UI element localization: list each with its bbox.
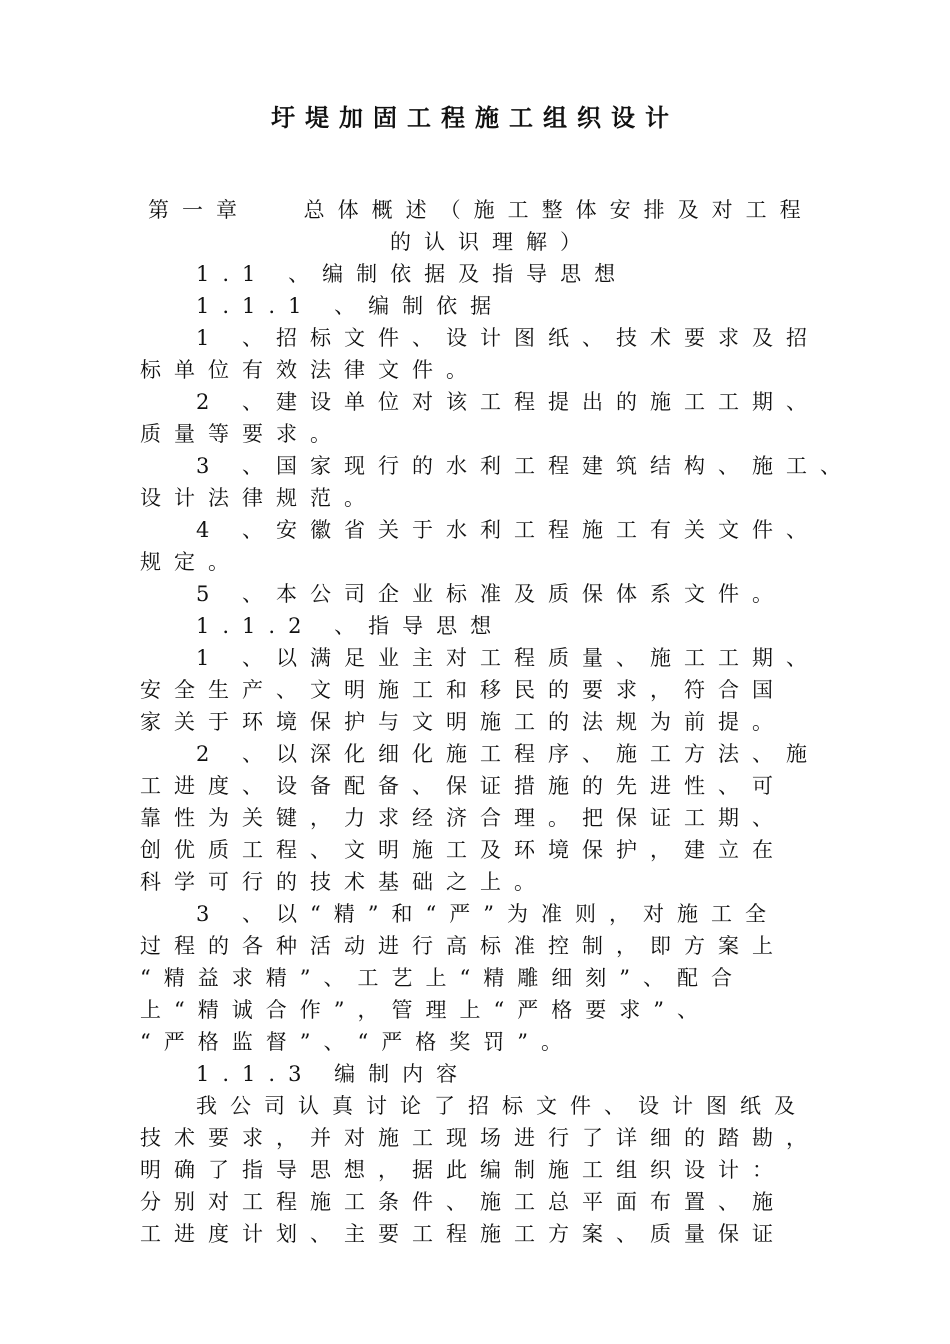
- paragraph-line: 创优质工程、文明施工及环境保护，建立在: [140, 838, 786, 862]
- paragraph-line: 我公司认真讨论了招标文件、设计图纸及: [196, 1094, 808, 1118]
- subsection-heading: 1.1.3 编制内容: [196, 1062, 471, 1086]
- paragraph-line: 靠性为关键，力求经济合理。把保证工期、: [140, 806, 786, 830]
- paragraph-line: 科学可行的技术基础之上。: [140, 870, 548, 894]
- paragraph-line: 1 、以满足业主对工程质量、施工工期、: [196, 646, 821, 670]
- paragraph-line: 2 、建设单位对该工程提出的施工工期、: [196, 390, 821, 414]
- paragraph-line: 工进度计划、主要工程施工方案、质量保证: [140, 1222, 786, 1246]
- section-heading: 1.1 、编制依据及指导思想: [196, 262, 629, 286]
- subsection-heading: 1.1.2 、指导思想: [196, 614, 505, 638]
- paragraph-line: “严格监督”、“严格奖罚”。: [140, 1030, 575, 1054]
- paragraph-line: 1 、招标文件、设计图纸、技术要求及招: [196, 326, 821, 350]
- paragraph-line: 5 、本公司企业标准及质保体系文件。: [196, 582, 787, 606]
- paragraph-line: 上“精诚合作”，管理上“严格要求”、: [140, 998, 711, 1022]
- paragraph-line: 标单位有效法律文件。: [140, 358, 480, 382]
- paragraph-line: 技术要求，并对施工现场进行了详细的踏勘，: [140, 1126, 820, 1150]
- paragraph-line: 2 、以深化细化施工程序、施工方法、施: [196, 742, 821, 766]
- paragraph-line: 明确了指导思想，据此编制施工组织设计：: [140, 1158, 786, 1182]
- chapter-heading-line-2: 的认识理解）: [390, 230, 594, 254]
- document-title: 圩堤加固工程施工组织设计: [271, 103, 679, 132]
- paragraph-line: 家关于环境保护与文明施工的法规为前提。: [140, 710, 786, 734]
- paragraph-line: 规定。: [140, 550, 242, 574]
- paragraph-line: 4 、安徽省关于水利工程施工有关文件、: [196, 518, 821, 542]
- paragraph-line: 工进度、设备配备、保证措施的先进性、可: [140, 774, 786, 798]
- subsection-heading: 1.1.1 、编制依据: [196, 294, 505, 318]
- paragraph-line: 安全生产、文明施工和移民的要求，符合国: [140, 678, 786, 702]
- paragraph-line: “精益求精”、工艺上“精雕细刻”、配合: [140, 966, 745, 990]
- paragraph-line: 质量等要求。: [140, 422, 344, 446]
- paragraph-line: 3 、以“精”和“严”为准则，对施工全: [196, 902, 779, 926]
- paragraph-line: 过程的各种活动进行高标准控制，即方案上: [140, 934, 786, 958]
- paragraph-line: 设计法律规范。: [140, 486, 378, 510]
- chapter-heading-line-1: 第一章 总体概述（施工整体安排及对工程: [148, 198, 814, 222]
- paragraph-line: 分别对工程施工条件、施工总平面布置、施: [140, 1190, 786, 1214]
- paragraph-line: 3 、国家现行的水利工程建筑结构、施工、: [196, 454, 855, 478]
